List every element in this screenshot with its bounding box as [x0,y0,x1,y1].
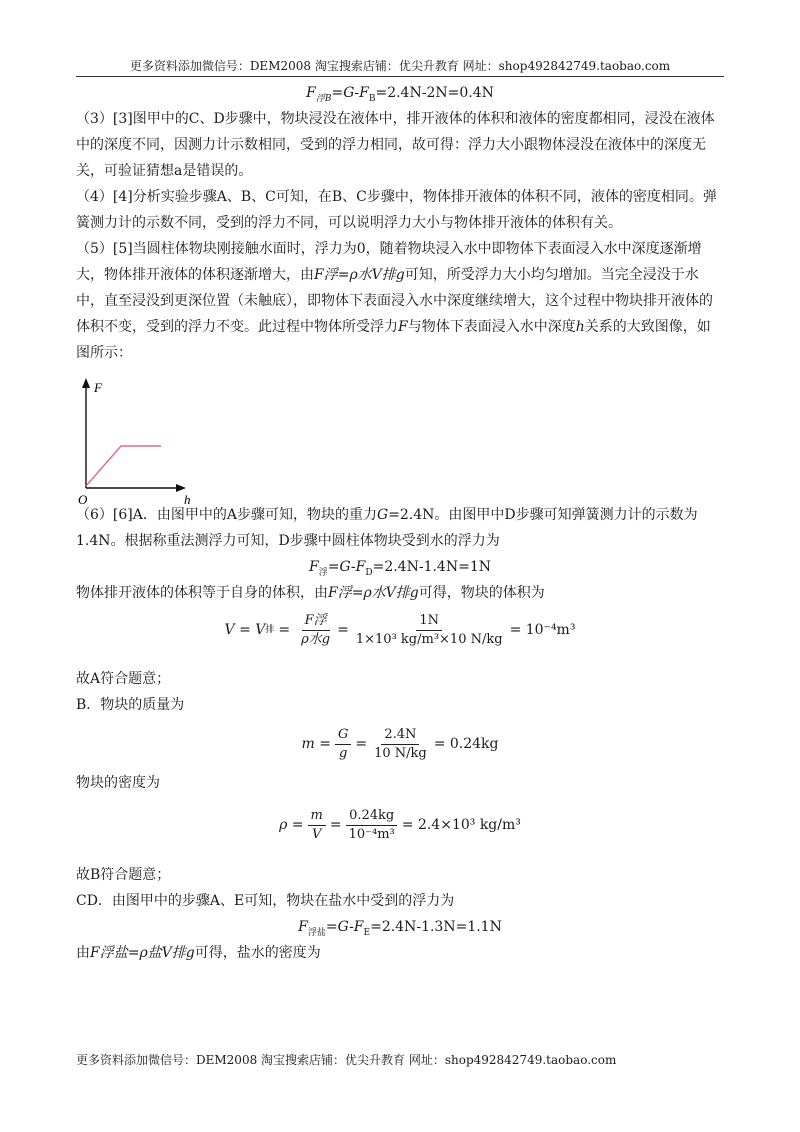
eq3-f1-num: F浮 [302,612,330,631]
p6-var-g: G [376,507,389,523]
eq6-rhs: =2.4N-1.3N=1.1N [370,919,502,935]
eq5-lhs: ρ = [279,817,304,833]
paragraph-5 [76,236,724,366]
eq5-f2-num: 0.24kg [346,807,397,826]
eq4-f2-den: 10 N/kg [374,745,427,761]
eq3-eq2: = [337,622,349,638]
eq6-f: F [298,919,308,935]
x-axis-arrow-icon [176,484,186,492]
p5-text-d: 关系的大致图像，如图所示： [76,319,711,361]
equation-mass [76,718,724,770]
p6-text-a: （6）[6]A．由图甲中的A步骤可知，物块的重力 [76,507,377,523]
eq5-result: = 2.4×10³ kg/m³ [401,817,521,833]
eq1-f: F [359,85,369,101]
eq2-rhs: =2.4N-1.4N=1N [372,559,491,575]
paragraph-13 [76,940,724,966]
eq3-f2-num: 1N [416,612,442,631]
p5-text-b: 可知，所受浮力大小均匀增加。当完全浸没于水中，直至浸没到更深位置（未触底），即物体下表面浸入水中深度继续增大，这个过程中物块排开液体的体积不变，受到的浮力不变。此过程中物体所受浮力 [76,267,713,335]
header-divider [76,76,724,77]
p7-text-a: 物体排开液体的体积等于自身的体积，由 [76,585,328,601]
eq4-fraction-1 [335,726,351,763]
buoyancy-curve [86,446,161,486]
p13-text-a: 由 [76,945,90,961]
p5-text-a: （5）[5]当圆柱体物块刚接触水面时，浮力为0，随着物块浸入水中即物体下表面浸入水中深度逐渐增大，物体排开液体的体积逐渐增大，由 [76,241,702,283]
eq4-f1-den: g [338,745,348,761]
paragraph-6 [76,502,724,554]
eq3-f2-den: 1×10³ kg/m³×10 N/kg [355,631,503,647]
p5-formula: F浮=ρ水V排g [314,267,405,283]
eq3-eq1: = [278,622,291,638]
eq3-result: = 10⁻⁴m³ [509,622,576,638]
eq3-lhs: V = V [224,622,266,638]
buoyancy-depth-graph [76,366,724,507]
eq4-result: = 0.24kg [433,736,499,752]
eq5-f1-num: m [308,807,326,826]
eq3-f1-den: ρ水g [301,631,331,647]
p5-var-h: h [575,319,585,335]
p13-text-b: 可得，盐水的密度为 [194,945,321,961]
eq2-sub1: 浮 [318,567,328,578]
eq1-f-sub: B [368,93,376,104]
eq5-eq: = [329,817,342,833]
eq5-f1-den: V [312,826,322,842]
p13-formula: F浮盐=ρ盐V排g [90,945,195,961]
document-body [76,80,724,966]
x-axis-label: h [184,492,191,507]
eq6-mid: =G-F [325,919,364,935]
eq6-sub2: E [363,927,371,938]
eq1-g: G [343,85,355,101]
equation-density [76,796,724,854]
eq4-lhs: m = [301,736,331,752]
p7-text-b: 可得，物块的体积为 [418,585,545,601]
eq6-sub1: 浮盐 [307,927,326,938]
y-axis-label: F [94,380,102,395]
eq5-fraction-1 [308,807,326,844]
paragraph-9: B．物块的质量为 [76,697,185,713]
eq1-lhs: F [306,85,316,101]
paragraph-3: （3）[3]图甲中的C、D步骤中，物块浸没在液体中，排开液体的体积和液体的密度都相同，浸没在液体中的深度不同，因测力计示数相同，受到的浮力相同，故可得：浮力大小跟物体浸没在液体中的深度无关，可验证猜想a是错误的。 [76,111,715,179]
eq4-f2-num: 2.4N [381,726,419,745]
page-footer: 更多资料添加微信号：DEM2008 淘宝搜索店铺：优尖升教育 网址：shop492842749.taobao.com [76,1053,617,1067]
equation-volume: V = V 排 = $\frac{\text{F浮}}{\text{ρ水g}}$ = $\frac{1N}{\text{1×10³ kg/m³×10 N/kg}}$ = 10⁻⁴m³ [224,612,576,647]
eq5-fraction-2 [346,807,398,844]
eq2-sub2: D [365,567,373,578]
paragraph-8: 故A符合题意； [76,671,171,687]
equation-buoyancy-b [76,80,724,106]
equation-buoyancy-salt [76,914,724,940]
eq4-fraction-2 [371,726,430,763]
paragraph-7 [76,580,724,606]
graph-svg [76,366,216,507]
origin-label: O [78,492,88,507]
eq2-mid: =G-F [327,559,366,575]
paragraph-4: （4）[4]分析实验步骤A、B、C可知，在B、C步骤中，物体排开液体的体积不同，液体的密度相同。弹簧测力计的示数不同，受到的浮力不同，可以说明浮力大小与物体排开液体的体积有关。 [76,189,717,231]
paragraph-10: 物块的密度为 [76,775,160,791]
paragraph-12: CD．由图甲中的步骤A、E可知，物块在盐水中受到的浮力为 [76,893,455,909]
p5-var-f: F [398,319,408,335]
eq5-f2-den: 10⁻⁴m³ [348,826,395,842]
paragraph-11: 故B符合题意； [76,867,171,883]
y-axis-arrow-icon [82,378,90,388]
eq1-minus: - [354,85,360,101]
eq4-eq: = [355,736,368,752]
eq1-lhs-sub: 浮B [315,93,332,104]
eq2-f: F [309,559,319,575]
eq4-f1-num: G [335,726,351,745]
eq1-rhs: =2.4N-2N=0.4N [375,85,494,101]
eq3-fraction-2 [353,612,506,649]
p7-formula: F浮=ρ水V排g [328,585,419,601]
page-header: 更多资料添加微信号：DEM2008 淘宝搜索店铺：优尖升教育 网址：shop492842749.taobao.com [129,59,671,73]
eq3-fraction-1 [298,612,333,649]
p5-text-c: 与物体下表面浸入水中深度 [407,319,576,335]
equation-buoyancy-d [76,554,724,580]
eq1-eq: = [331,85,344,101]
p6-text-b: =2.4N。由图甲中D步骤可知弹簧测力计的示数为1.4N。根据称重法测浮力可知，D步骤中圆柱体物块受到水的浮力为 [76,507,698,549]
